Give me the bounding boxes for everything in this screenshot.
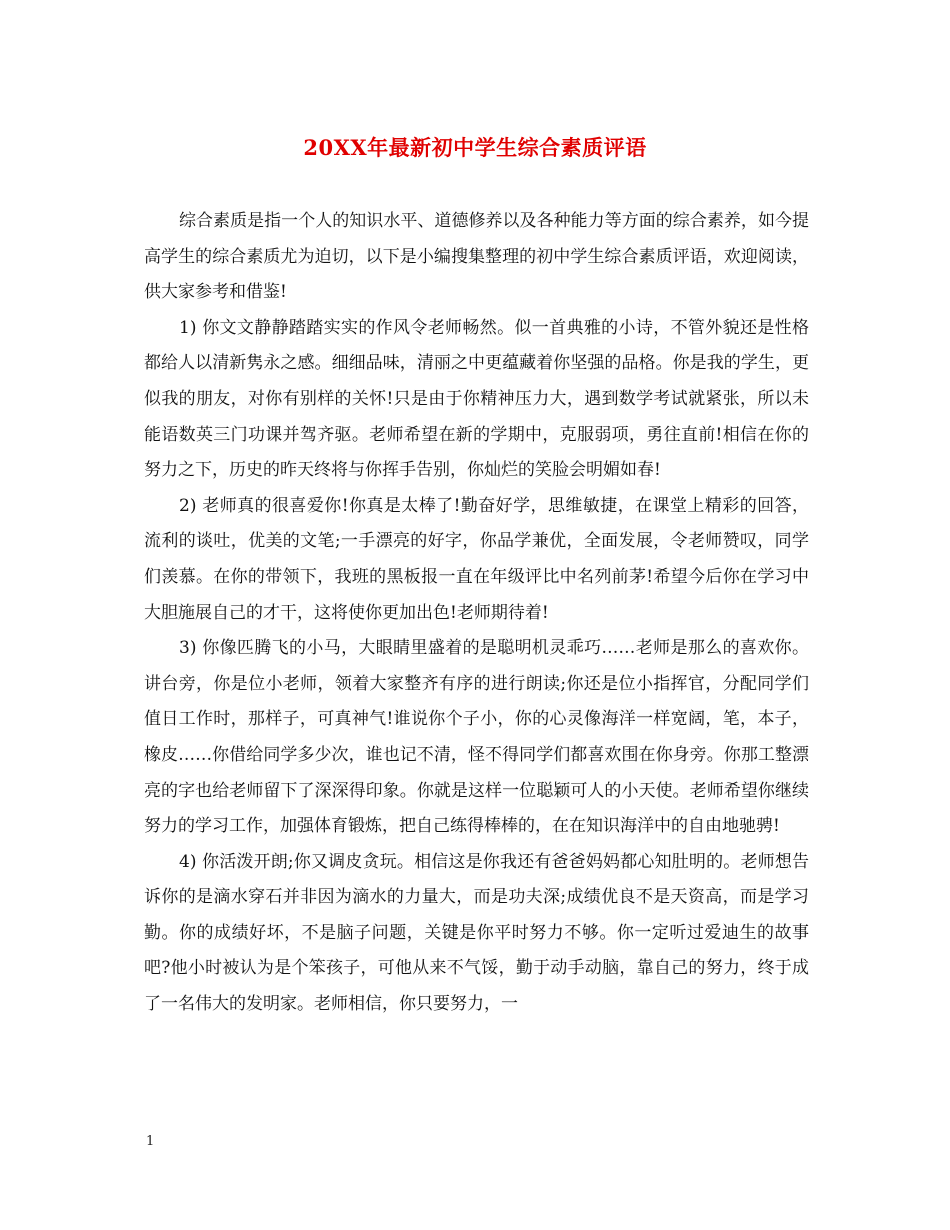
document-title: 20XX年最新初中学生综合素质评语 [303, 135, 647, 160]
comment-paragraph-3: 3) 你像匹腾飞的小马，大眼睛里盛着的是聪明机灵乖巧……老师是那么的喜欢你。讲台旁，你是位小老师，领着大家整齐有序的进行朗读;你还是位小指挥官，分配同学们值日工作时，那样子，可真神气!谁说你个子小，你的心灵像海洋一样宽阔，笔，本子，橡皮……你借给同学多少次，谁也记不清，怪不得同学们都喜欢围在你身旁。你那工整漂亮的字也给老师留下了深深得印象。你就是这样一位聪颖可人的小天使。老师希望你继续努力的学习工作，加强体育锻炼，把自己练得棒棒的，在在知识海洋中的自由地驰骋! [144, 638, 809, 837]
page-number: 1 [146, 1134, 155, 1149]
comment-paragraph-4: 4) 你活泼开朗;你又调皮贪玩。相信这是你我还有爸爸妈妈都心知肚明的。老师想告诉你的是滴水穿石并非因为滴水的力量大，而是功夫深;成绩优良不是天资高，而是学习勤。你的成绩好坏，不是脑子问题，关键是你平时努力不够。你一定听过爱迪生的故事吧?他小时被认为是个笨孩子，可他从来不气馁，勤于动手动脑，靠自己的努力，终于成了一名伟大的发明家。老师相信，你只要努力，一 [144, 851, 809, 1015]
document-body [144, 204, 809, 1023]
comment-paragraph-2: 2) 老师真的很喜爱你!你真是太棒了!勤奋好学，思维敏捷，在课堂上精彩的回答，流利的谈吐，优美的文笔;一手漂亮的好字，你品学兼优，全面发展，令老师赞叹，同学们羡慕。在你的带领下，我班的黑板报一直在年级评比中名列前茅!希望今后你在学习中大胆施展自己的才干，这将使你更加出色!老师期待着! [144, 495, 809, 623]
intro-paragraph: 综合素质是指一个人的知识水平、道德修养以及各种能力等方面的综合素养，如今提高学生的综合素质尤为迫切，以下是小编搜集整理的初中学生综合素质评语，欢迎阅读，供大家参考和借鉴! [144, 211, 809, 303]
comment-paragraph-1: 1) 你文文静静踏踏实实的作风令老师畅然。似一首典雅的小诗，不管外貌还是性格都给人以清新隽永之感。细细品味，清丽之中更蕴藏着你坚强的品格。你是我的学生，更似我的朋友，对你有别样的关怀!只是由于你精神压力大，遇到数学考试就紧张，所以未能语数英三门功课并驾齐驱。老师希望在新的学期中，克服弱项，勇往直前!相信在你的努力之下，历史的昨天终将与你挥手告别，你灿烂的笑脸会明媚如春! [144, 317, 809, 481]
